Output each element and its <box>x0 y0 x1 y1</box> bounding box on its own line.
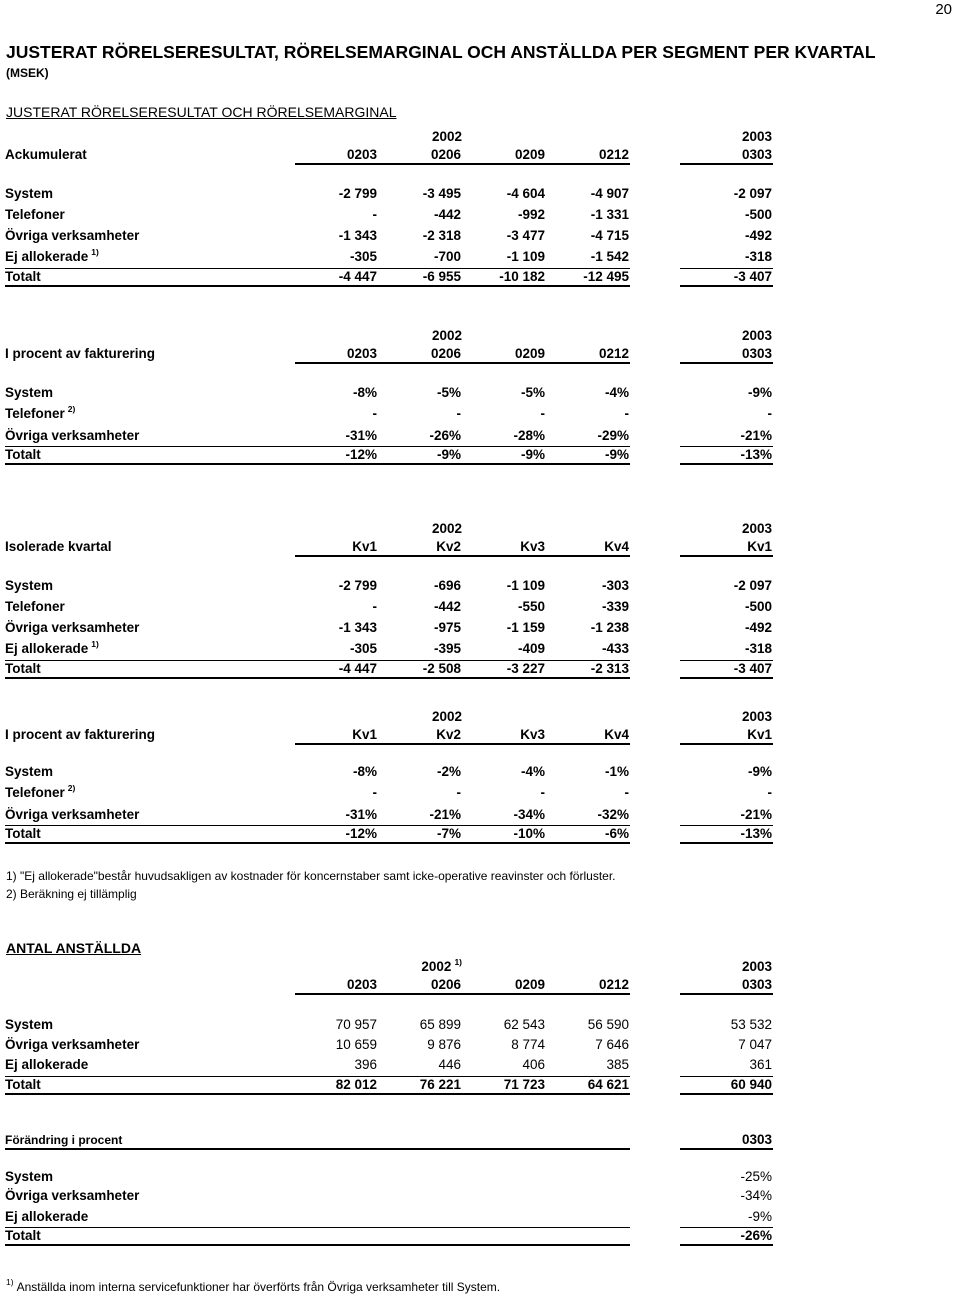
total-rule <box>5 677 630 679</box>
year-left: 2002 <box>431 129 462 144</box>
cell-value: 7 047 <box>738 1037 772 1052</box>
header-rule <box>680 1148 773 1150</box>
footnote: $^{1)}$ Anställda inom interna servicefunktioner har överförts från Övriga verksamheter till System. <box>6 1277 501 1294</box>
total-value: -4 447 <box>338 661 377 676</box>
header-rule <box>295 163 630 165</box>
column-header: 0209 <box>514 346 545 361</box>
table-forandring <box>0 1131 960 1245</box>
column-header: Kv2 <box>436 539 461 554</box>
column-header: 0212 <box>598 346 629 361</box>
table-row <box>0 782 960 804</box>
table-row <box>0 1187 960 1208</box>
cell-value: -442 <box>433 207 461 222</box>
cell-value: -3 495 <box>422 186 461 201</box>
column-header: Kv1 <box>747 539 772 554</box>
cell-value: -550 <box>517 599 545 614</box>
year-left: 2002 <box>431 521 462 536</box>
cell-value: - <box>372 207 377 222</box>
header-rule <box>295 555 630 557</box>
year-right: 2003 <box>741 328 772 343</box>
cell-value: -9% <box>747 764 772 779</box>
total-value: -13% <box>740 447 772 462</box>
cell-value: - <box>767 785 772 800</box>
cell-value: -4 604 <box>506 186 545 201</box>
cell-value: -318 <box>744 249 772 264</box>
year-left: 2002 $^{1)}$ <box>421 956 462 974</box>
cell-value: 9 876 <box>427 1037 461 1052</box>
year-right: 2003 <box>741 959 772 974</box>
cell-value: - <box>540 406 545 421</box>
row-label: Övriga verksamheter <box>5 807 140 822</box>
cell-value: -21% <box>740 428 772 443</box>
column-header: 0212 <box>598 977 629 992</box>
cell-value: -2 097 <box>733 578 772 593</box>
column-header: Kv1 <box>352 539 377 554</box>
header-rule <box>295 362 630 364</box>
total-value: -10 182 <box>499 269 545 284</box>
cell-value: -500 <box>744 207 772 222</box>
total-value: -4 447 <box>338 269 377 284</box>
cell-value: 56 590 <box>587 1017 629 1032</box>
cell-value: 65 899 <box>419 1017 461 1032</box>
table-row <box>0 246 960 268</box>
table-antal-anstallda <box>0 958 960 1094</box>
cell-value: 53 532 <box>730 1017 772 1032</box>
total-rule <box>5 1244 630 1246</box>
row-label: System <box>5 764 54 779</box>
total-value: 76 221 <box>419 1077 461 1092</box>
cell-value: -500 <box>744 599 772 614</box>
cell-value: -2 318 <box>422 228 461 243</box>
header-rule <box>680 743 773 745</box>
cell-value: -2 799 <box>338 186 377 201</box>
total-rule <box>680 463 773 465</box>
column-header: Kv4 <box>604 727 629 742</box>
row-label: Telefoner <box>5 599 65 614</box>
total-value: -2 508 <box>422 661 461 676</box>
cell-value: -305 <box>349 641 377 656</box>
total-value: -3 407 <box>733 269 772 284</box>
header-rule <box>680 555 773 557</box>
cell-value: -9% <box>747 1209 772 1224</box>
total-value: -6 955 <box>422 269 461 284</box>
cell-value: - <box>540 785 545 800</box>
cell-value: 361 <box>749 1057 772 1072</box>
table-header-label: I procent av fakturering <box>5 346 156 361</box>
row-label: Ej allokerade $^{1)}$ <box>5 246 99 264</box>
cell-value: -5% <box>436 385 461 400</box>
row-label: Telefoner $^{2)}$ <box>5 403 76 421</box>
total-rule <box>680 842 773 844</box>
column-header: 0303 <box>741 346 772 361</box>
table-ackumulerat <box>0 128 960 286</box>
cell-value: -700 <box>433 249 461 264</box>
total-rule <box>680 1093 773 1095</box>
note-1: 1) "Ej allokerade"består huvudsakligen av kostnader för koncernstaber samt icke-operative reavinster och förluster. <box>6 869 616 883</box>
total-row <box>0 660 960 678</box>
header-rule <box>295 993 630 995</box>
table-row <box>0 1016 960 1036</box>
table-header-label: I procent av fakturering <box>5 727 156 742</box>
row-label: Ej allokerade <box>5 1209 89 1224</box>
cell-value: - <box>456 785 461 800</box>
cell-value: -1 109 <box>506 578 545 593</box>
cell-value: -1 238 <box>590 620 629 635</box>
cell-value: -34% <box>513 807 545 822</box>
year-right: 2003 <box>741 129 772 144</box>
column-header: 0206 <box>430 977 461 992</box>
column-header: Kv2 <box>436 727 461 742</box>
total-value: 64 621 <box>587 1077 629 1092</box>
total-value: 71 723 <box>503 1077 545 1092</box>
header-rule <box>295 743 630 745</box>
cell-value: -442 <box>433 599 461 614</box>
column-header: 0303 <box>741 977 772 992</box>
row-label: System <box>5 1169 54 1184</box>
cell-value: -339 <box>601 599 629 614</box>
column-header: Kv3 <box>520 727 545 742</box>
year-right: 2003 <box>741 521 772 536</box>
cell-value: - <box>624 406 629 421</box>
header-rule <box>5 1148 630 1150</box>
header-rule <box>680 362 773 364</box>
year-left: 2002 <box>431 709 462 724</box>
row-label: Ej allokerade <box>5 1057 89 1072</box>
row-label: Ej allokerade $^{1)}$ <box>5 638 99 656</box>
table-row <box>0 617 960 638</box>
cell-value: -1 343 <box>338 228 377 243</box>
page-number: 20 <box>935 1 952 18</box>
row-label: Övriga verksamheter <box>5 428 140 443</box>
table-row <box>0 425 960 446</box>
year-right: 2003 <box>741 709 772 724</box>
total-value: -12 495 <box>583 269 629 284</box>
cell-value: -5% <box>520 385 545 400</box>
table-row <box>0 403 960 425</box>
cell-value: -1 331 <box>590 207 629 222</box>
cell-value: - <box>624 785 629 800</box>
cell-value: - <box>372 599 377 614</box>
total-value: -3 227 <box>506 661 545 676</box>
cell-value: -696 <box>433 578 461 593</box>
row-label: Telefoner <box>5 207 65 222</box>
column-header: 0303 <box>741 147 772 162</box>
cell-value: 7 646 <box>595 1037 629 1052</box>
cell-value: -8% <box>352 385 377 400</box>
cell-value: -3 477 <box>506 228 545 243</box>
cell-value: -2 799 <box>338 578 377 593</box>
table-row <box>0 183 960 204</box>
total-rule <box>5 463 630 465</box>
table-row <box>0 575 960 596</box>
cell-value: -492 <box>744 620 772 635</box>
total-rule <box>680 677 773 679</box>
column-header: Kv4 <box>604 539 629 554</box>
row-label: Övriga verksamheter <box>5 620 140 635</box>
cell-value: -2% <box>436 764 461 779</box>
table-isolerade-kvartal <box>0 520 960 678</box>
row-label: Övriga verksamheter <box>5 1188 140 1203</box>
column-header: Kv3 <box>520 539 545 554</box>
cell-value: -303 <box>601 578 629 593</box>
cell-value: -305 <box>349 249 377 264</box>
table-row <box>0 1208 960 1227</box>
total-rule <box>680 285 773 287</box>
cell-value: -492 <box>744 228 772 243</box>
cell-value: -28% <box>513 428 545 443</box>
row-label: Totalt <box>5 1228 41 1243</box>
note-2: 2) Beräkning ej tillämplig <box>6 887 137 901</box>
cell-value: -4 907 <box>590 186 629 201</box>
cell-value: -4 715 <box>590 228 629 243</box>
row-label: Telefoner $^{2)}$ <box>5 782 76 800</box>
column-header: 0212 <box>598 147 629 162</box>
column-header: 0203 <box>346 147 377 162</box>
cell-value: -21% <box>740 807 772 822</box>
row-label: Totalt <box>5 1077 41 1092</box>
cell-value: -1% <box>604 764 629 779</box>
column-header: 0206 <box>430 346 461 361</box>
table-procent-kvartal <box>0 708 960 843</box>
cell-value: -21% <box>429 807 461 822</box>
row-label: Totalt <box>5 661 41 676</box>
section-title: JUSTERAT RÖRELSERESULTAT OCH RÖRELSEMARGINAL <box>6 104 397 120</box>
cell-value: -4% <box>604 385 629 400</box>
total-row <box>0 1076 960 1094</box>
cell-value: -1 159 <box>506 620 545 635</box>
column-header: Kv1 <box>747 727 772 742</box>
header-rule <box>680 993 773 995</box>
cell-value: 385 <box>606 1057 629 1072</box>
total-value: -9% <box>520 447 545 462</box>
row-label: Övriga verksamheter <box>5 1037 140 1052</box>
cell-value: -1 343 <box>338 620 377 635</box>
table-procent-ackumulerat <box>0 327 960 464</box>
cell-value: - <box>767 406 772 421</box>
cell-value: 10 659 <box>335 1037 377 1052</box>
table-header-label: Förändring i procent <box>5 1133 123 1147</box>
total-value: -7% <box>436 826 461 841</box>
row-label: System <box>5 186 54 201</box>
antal-title: ANTAL ANSTÄLLDA <box>6 940 142 956</box>
cell-value: -31% <box>345 807 377 822</box>
total-value: -6% <box>604 826 629 841</box>
cell-value: 446 <box>438 1057 461 1072</box>
total-value: -2 313 <box>590 661 629 676</box>
table-header-label: Isolerade kvartal <box>5 539 112 554</box>
table-row <box>0 596 960 617</box>
table-row <box>0 1036 960 1056</box>
cell-value: -32% <box>597 807 629 822</box>
cell-value: -25% <box>740 1169 772 1184</box>
total-value: -9% <box>436 447 461 462</box>
cell-value: - <box>372 785 377 800</box>
unit-label: (MSEK) <box>6 66 49 80</box>
column-header: 0303 <box>741 1132 772 1147</box>
total-row <box>0 446 960 464</box>
column-header: Kv1 <box>352 727 377 742</box>
cell-value: 406 <box>522 1057 545 1072</box>
total-value: -26% <box>740 1228 772 1243</box>
total-row <box>0 825 960 843</box>
total-row <box>0 268 960 286</box>
total-rule <box>680 1244 773 1246</box>
cell-value: -395 <box>433 641 461 656</box>
table-row <box>0 804 960 825</box>
cell-value: -31% <box>345 428 377 443</box>
total-value: -10% <box>513 826 545 841</box>
table-row <box>0 382 960 403</box>
total-value: -9% <box>604 447 629 462</box>
cell-value: -318 <box>744 641 772 656</box>
cell-value: -4% <box>520 764 545 779</box>
cell-value: -409 <box>517 641 545 656</box>
cell-value: 70 957 <box>335 1017 377 1032</box>
table-row <box>0 1168 960 1187</box>
column-header: 0203 <box>346 977 377 992</box>
total-value: -12% <box>345 447 377 462</box>
table-row <box>0 204 960 225</box>
row-label: Totalt <box>5 826 41 841</box>
column-header: 0209 <box>514 977 545 992</box>
total-rule <box>5 842 630 844</box>
column-header: 0206 <box>430 147 461 162</box>
row-label: System <box>5 385 54 400</box>
row-label: System <box>5 1017 54 1032</box>
cell-value: -992 <box>517 207 545 222</box>
table-row <box>0 1056 960 1076</box>
column-header: 0209 <box>514 147 545 162</box>
cell-value: -2 097 <box>733 186 772 201</box>
year-left: 2002 <box>431 328 462 343</box>
cell-value: 62 543 <box>503 1017 545 1032</box>
cell-value: -433 <box>601 641 629 656</box>
row-label: Totalt <box>5 447 41 462</box>
table-row <box>0 638 960 660</box>
cell-value: - <box>372 406 377 421</box>
cell-value: -8% <box>352 764 377 779</box>
cell-value: -1 109 <box>506 249 545 264</box>
total-rule <box>5 285 630 287</box>
page-title: JUSTERAT RÖRELSERESULTAT, RÖRELSEMARGINAL OCH ANSTÄLLDA PER SEGMENT PER KVARTAL <box>6 42 876 62</box>
table-header-label: Ackumulerat <box>5 147 87 162</box>
cell-value: -26% <box>429 428 461 443</box>
column-header: 0203 <box>346 346 377 361</box>
total-value: 60 940 <box>730 1077 772 1092</box>
cell-value: -29% <box>597 428 629 443</box>
table-row <box>0 761 960 782</box>
row-label: Övriga verksamheter <box>5 228 140 243</box>
total-row <box>0 1227 960 1245</box>
header-rule <box>680 163 773 165</box>
total-value: -12% <box>345 826 377 841</box>
row-label: System <box>5 578 54 593</box>
cell-value: -975 <box>433 620 461 635</box>
total-rule <box>5 1093 630 1095</box>
cell-value: -9% <box>747 385 772 400</box>
cell-value: 396 <box>354 1057 377 1072</box>
row-label: Totalt <box>5 269 41 284</box>
cell-value: - <box>456 406 461 421</box>
cell-value: -34% <box>740 1188 772 1203</box>
table-row <box>0 225 960 246</box>
total-value: -13% <box>740 826 772 841</box>
cell-value: 8 774 <box>511 1037 545 1052</box>
total-value: -3 407 <box>733 661 772 676</box>
total-value: 82 012 <box>335 1077 377 1092</box>
cell-value: -1 542 <box>590 249 629 264</box>
